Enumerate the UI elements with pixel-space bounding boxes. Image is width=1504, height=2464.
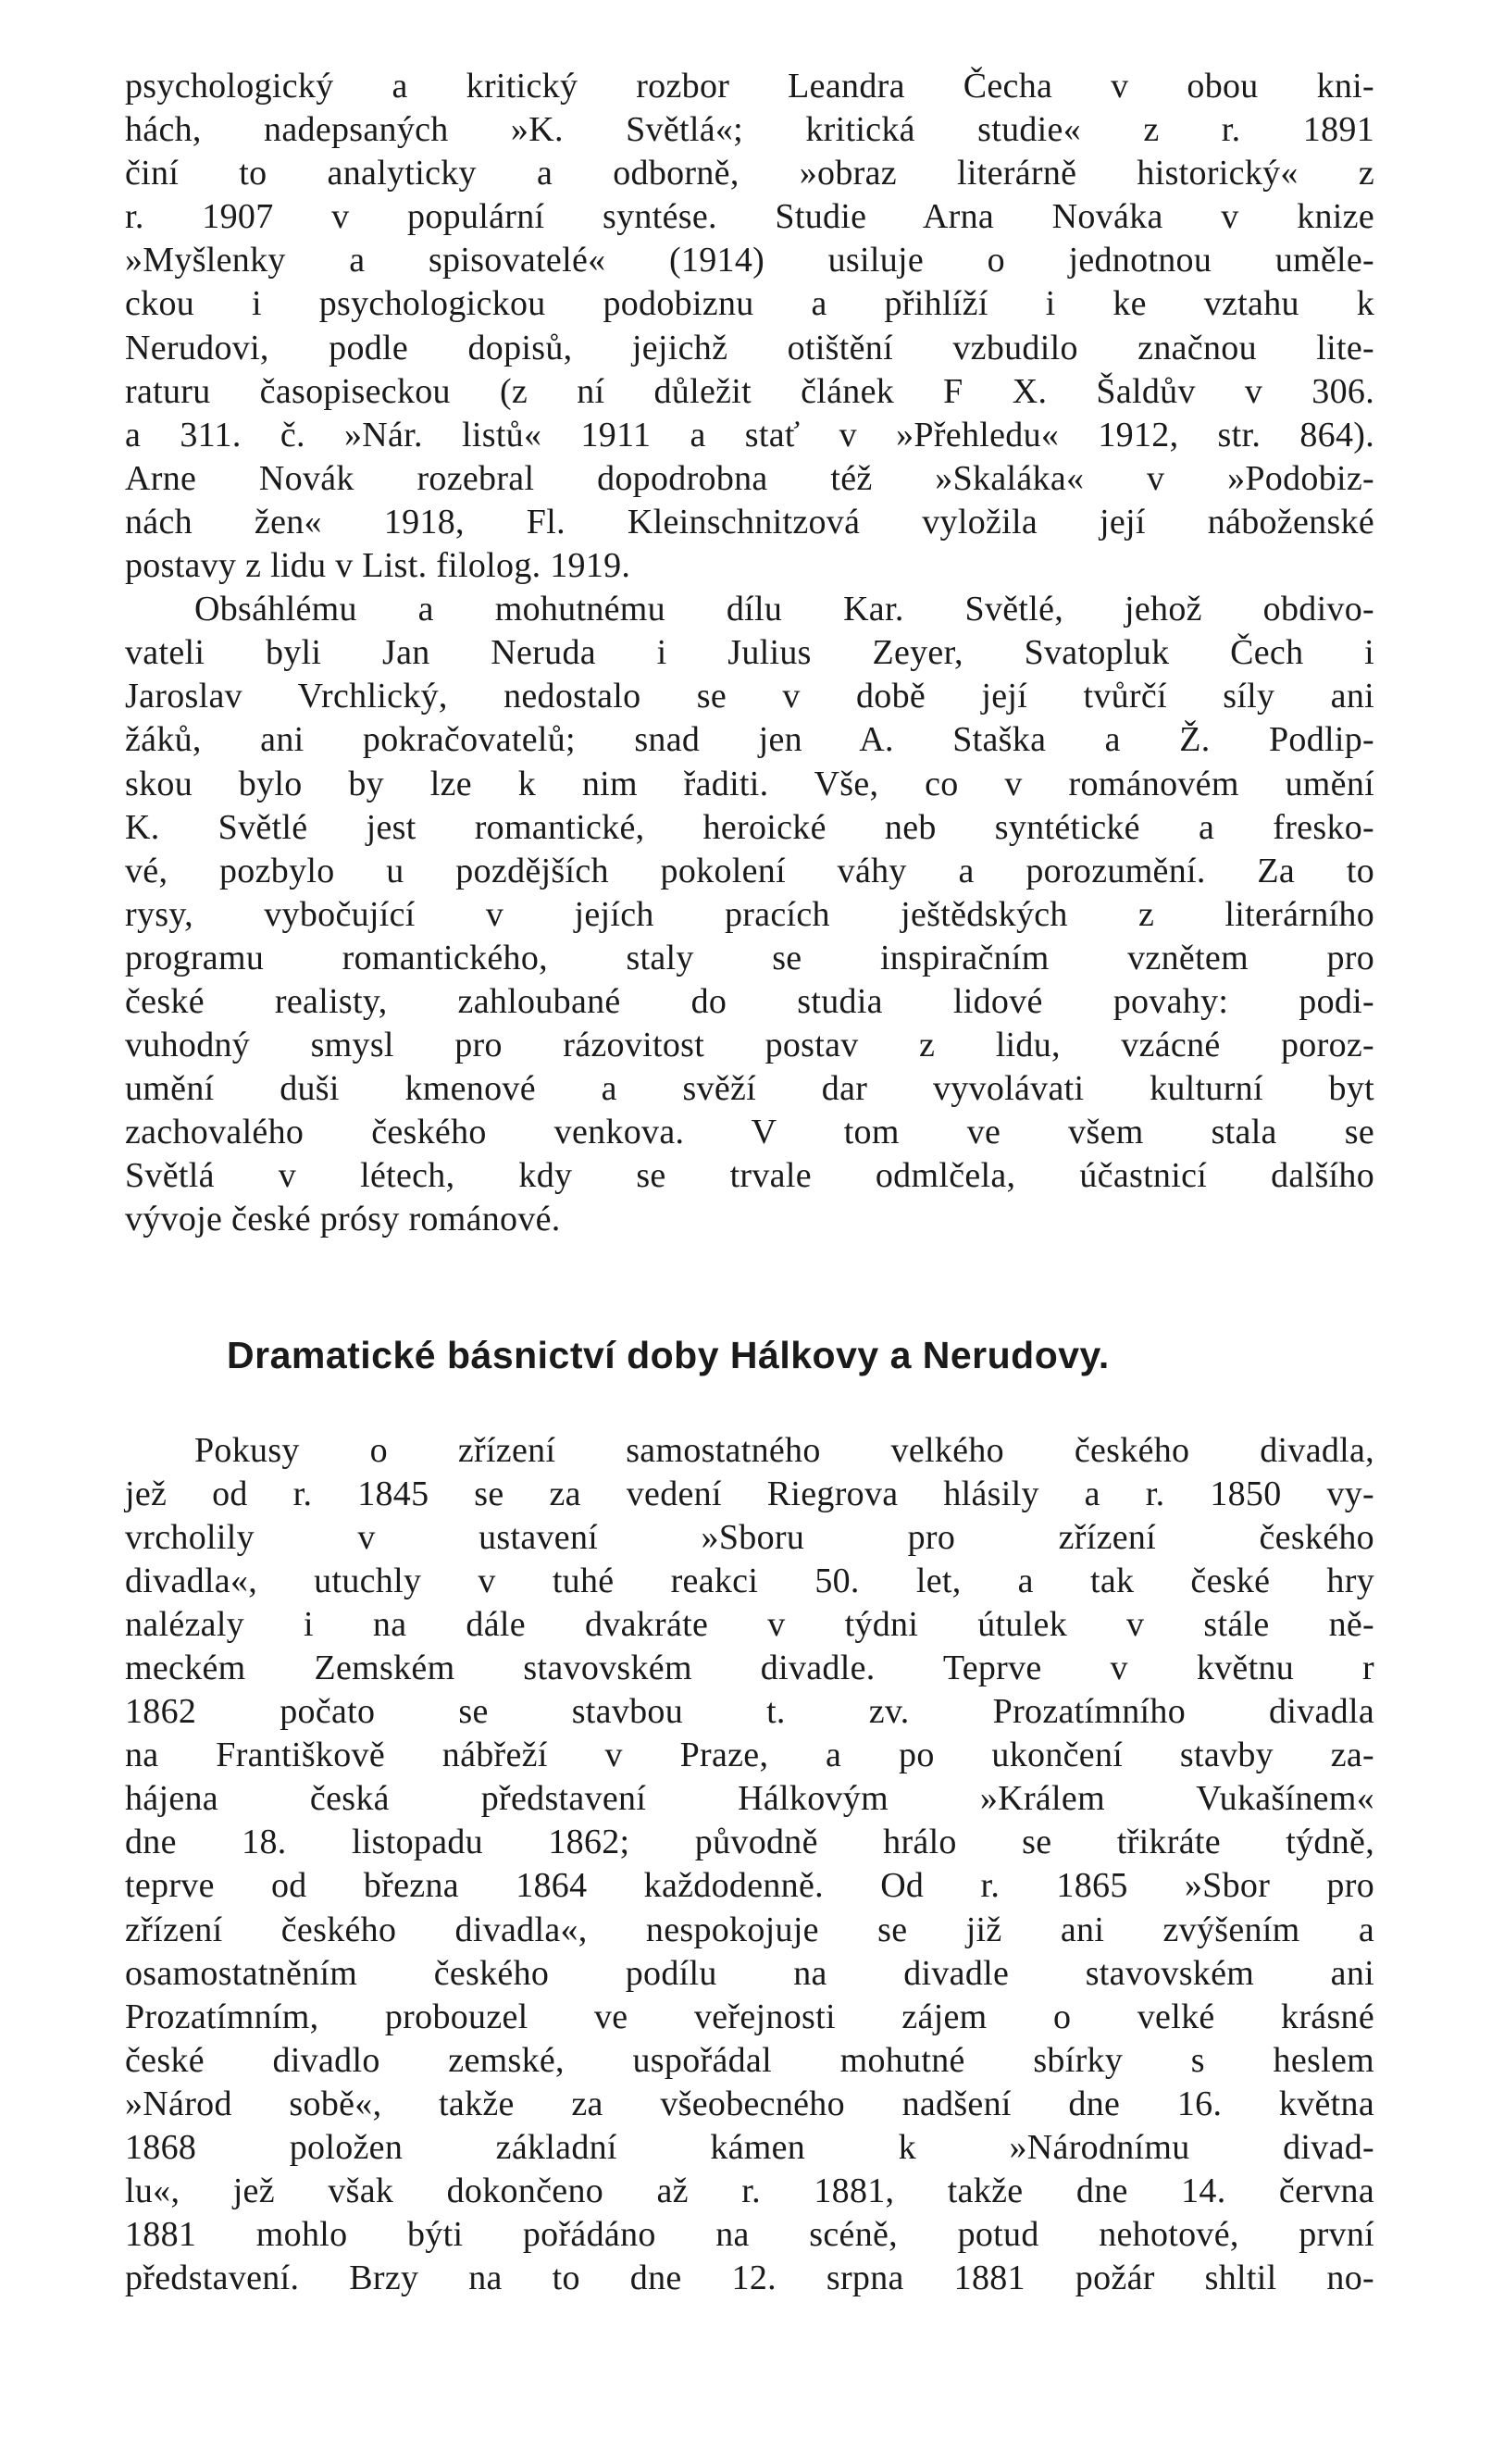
text-line: »Myšlenky a spisovatelé« (1914) usiluje o jednotnou uměle- (125, 241, 1374, 280)
text-line: 1881 mohlo býti pořádáno na scéně, potud nehotové, první (125, 2215, 1374, 2255)
text-line: zachovalého českého venkova. V tom ve všem stala se (125, 1113, 1374, 1152)
text-line: 1868 položen základní kámen k »Národnímu divad- (125, 2128, 1374, 2168)
text-line: žáků, ani pokračovatelů; snad jen A. Staška a Ž. Podlip- (125, 720, 1374, 760)
text-line: činí to analyticky a odborně, »obraz literárně historický« z (125, 154, 1374, 193)
text-line: teprve od března 1864 každodenně. Od r. 1865 »Sbor pro (125, 1866, 1374, 1906)
text-line: na Františkově nábřeží v Praze, a po ukončení stavby za- (125, 1736, 1374, 1775)
paragraph-svetla-criticism (125, 65, 1374, 588)
text-line: nalézaly i na dále dvakráte v týdni útulek v stále ně- (125, 1604, 1374, 1644)
text-line: Nerudovi, podle dopisů, jejichž otištění vzbudilo značnou lite- (125, 328, 1374, 367)
text-line: raturu časopiseckou (z ní důležit článek F X. Šaldův v 306. (125, 371, 1374, 411)
text-line: Světlá v létech, kdy se trvale odmlčela, účastnicí dalšího (125, 1156, 1374, 1196)
text-line: Prozatímním, probouzel ve veřejnosti zájem o velké krásné (125, 1997, 1374, 2036)
text-line: dne 18. listopadu 1862; původně hrálo se třikráte týdně, (125, 1823, 1374, 1862)
text-line: vývoje české prósy románové. (125, 1200, 561, 1239)
text-line: Obsáhlému a mohutnému dílu Kar. Světlé, jehož obdivo- (194, 590, 1374, 629)
text-line: nách žen« 1918, Fl. Kleinschnitzová vyložila její náboženské (125, 502, 1374, 541)
text-line: zřízení českého divadla«, nespokojuje se již ani zvýšením a (125, 1910, 1374, 1949)
section-heading: Dramatické básnictví doby Hálkovy a Nerudovy. (227, 1333, 1110, 1376)
text-line: představení. Brzy na to dne 12. srpna 1881 požár shltil no- (125, 2259, 1374, 2298)
text-line: meckém Zemském stavovském divadle. Teprve v květnu r (125, 1649, 1374, 1687)
text-line: osamostatněním českého podílu na divadle stavovském ani (125, 1953, 1374, 1993)
text-line: české divadlo zemské, uspořádal mohutné sbírky s heslem (125, 2040, 1374, 2080)
text-line: »Národ sobě«, takže za všeobecného nadšení dne 16. května (125, 2084, 1374, 2123)
text-line: hájena česká představení Hálkovým »Králem Vukašínem« (125, 1779, 1374, 1819)
text-line: umění duši kmenové a svěží dar vyvolávati kulturní byt (125, 1069, 1374, 1109)
text-line: lu«, jež však dokončeno až r. 1881, takže dne 14. června (125, 2172, 1374, 2211)
text-line: hách, nadepsaných »K. Světlá«; kritická studie« z r. 1891 (125, 110, 1374, 150)
text-line: Arne Novák rozebral dopodrobna též »Skaláka« v »Podobiz- (125, 458, 1374, 498)
text-line: Jaroslav Vrchlický, nedostalo se v době její tvůrčí síly ani (125, 677, 1374, 716)
text-line: ckou i psychologickou podobiznu a přihlíží i ke vztahu k (125, 284, 1374, 324)
text-line: rysy, vybočující v jejích pracích ještědských z literárního (125, 894, 1374, 934)
text-line: 1862 počato se stavbou t. zv. Prozatímního divadla (125, 1692, 1374, 1732)
text-line: r. 1907 v populární syntése. Studie Arna Nováka v knize (125, 197, 1374, 237)
text-line: a 311. č. »Nár. listů« 1911 a stať v »Přehledu« 1912, str. 864). (125, 415, 1374, 454)
text-line: Pokusy o zřízení samostatného velkého českého divadla, (194, 1430, 1374, 1470)
text-line: postavy z lidu v List. filolog. 1919. (125, 546, 631, 586)
text-line: vé, pozbylo u pozdějších pokolení váhy a porozumění. Za to (125, 851, 1374, 890)
text-line: psychologický a kritický rozbor Leandra Čecha v obou kni- (125, 67, 1374, 106)
text-line: K. Světlé jest romantické, heroické neb syntétické a fresko- (125, 807, 1374, 847)
document-page (125, 65, 1374, 2300)
paragraph-svetla-legacy (125, 588, 1374, 1241)
text-line: programu romantického, staly se inspiračním vznětem pro (125, 938, 1374, 977)
text-line: vuhodný smysl pro rázovitost postav z lidu, vzácné poroz- (125, 1026, 1374, 1065)
text-line: vrcholily v ustavení »Sboru pro zřízení českého (125, 1517, 1374, 1557)
text-line: skou bylo by lze k nim řaditi. Vše, co v románovém umění (125, 764, 1374, 803)
text-line: české realisty, zahloubané do studia lidové povahy: podi- (125, 981, 1374, 1021)
text-line: jež od r. 1845 se za vedení Riegrova hlásily a r. 1850 vy- (125, 1474, 1374, 1513)
paragraph-national-theatre (125, 1429, 1374, 2301)
text-line: divadla«, utuchly v tuhé reakci 50. let, a tak české hry (125, 1561, 1374, 1600)
text-line: vateli byli Jan Neruda i Julius Zeyer, Svatopluk Čech i (125, 633, 1374, 673)
